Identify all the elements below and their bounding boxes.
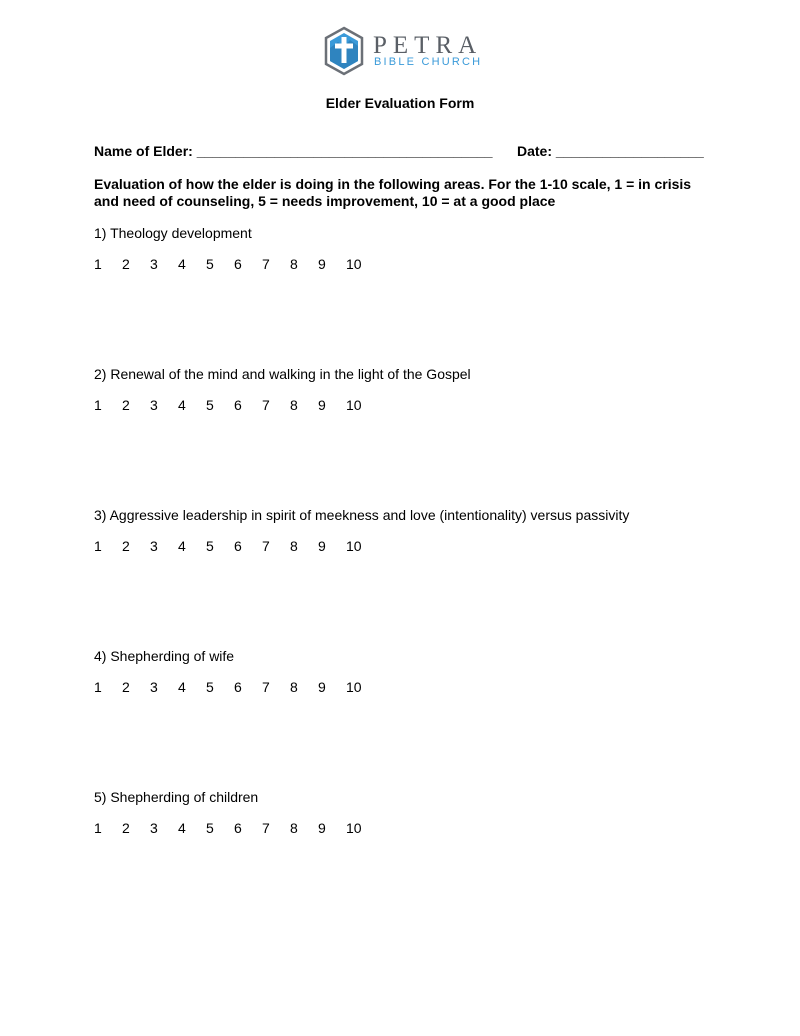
- rating-option[interactable]: 1: [94, 397, 102, 413]
- question-label: 4) Shepherding of wife: [94, 648, 235, 664]
- rating-option[interactable]: 6: [234, 820, 242, 836]
- rating-option[interactable]: 10: [346, 256, 362, 272]
- cross-hexagon-icon: [324, 26, 364, 76]
- logo-subtitle-text: BIBLE CHURCH: [374, 56, 483, 68]
- rating-option[interactable]: 2: [122, 679, 130, 695]
- rating-option[interactable]: 7: [262, 397, 270, 413]
- question-block: [94, 789, 714, 838]
- rating-option[interactable]: 7: [262, 679, 270, 695]
- rating-option[interactable]: 4: [178, 679, 186, 695]
- rating-option[interactable]: 9: [318, 256, 326, 272]
- question-block: [94, 225, 714, 274]
- rating-option[interactable]: 5: [206, 256, 214, 272]
- header-fields: [94, 143, 714, 159]
- rating-option[interactable]: 9: [318, 679, 326, 695]
- rating-option[interactable]: 2: [122, 256, 130, 272]
- rating-option[interactable]: 6: [234, 397, 242, 413]
- question-block: [94, 648, 714, 697]
- rating-option[interactable]: 8: [290, 397, 298, 413]
- rating-option[interactable]: 7: [262, 256, 270, 272]
- rating-option[interactable]: 7: [262, 820, 270, 836]
- rating-scale: [94, 256, 714, 274]
- rating-scale: [94, 679, 714, 697]
- rating-option[interactable]: 4: [178, 256, 186, 272]
- rating-option[interactable]: 6: [234, 256, 242, 272]
- question-label: 1) Theology development: [94, 225, 252, 241]
- rating-option[interactable]: 1: [94, 679, 102, 695]
- rating-option[interactable]: 2: [122, 538, 130, 554]
- rating-option[interactable]: 10: [346, 820, 362, 836]
- rating-option[interactable]: 6: [234, 679, 242, 695]
- logo-brand-text: PETRA: [373, 32, 483, 59]
- rating-option[interactable]: 10: [346, 679, 362, 695]
- rating-scale: [94, 397, 714, 415]
- rating-option[interactable]: 10: [346, 538, 362, 554]
- rating-option[interactable]: 1: [94, 256, 102, 272]
- rating-option[interactable]: 3: [150, 397, 158, 413]
- rating-option[interactable]: 5: [206, 679, 214, 695]
- rating-scale: [94, 538, 714, 556]
- question-label: 5) Shepherding of children: [94, 789, 259, 805]
- rating-option[interactable]: 9: [318, 397, 326, 413]
- date-field[interactable]: Date: ___________________: [517, 143, 704, 159]
- rating-option[interactable]: 1: [94, 820, 102, 836]
- rating-option[interactable]: 10: [346, 397, 362, 413]
- elder-name-field[interactable]: Name of Elder: ______________________________________: [94, 143, 493, 159]
- rating-option[interactable]: 3: [150, 679, 158, 695]
- form-title: Elder Evaluation Form: [325, 95, 475, 111]
- rating-option[interactable]: 5: [206, 397, 214, 413]
- rating-option[interactable]: 8: [290, 679, 298, 695]
- rating-option[interactable]: 9: [318, 538, 326, 554]
- rating-option[interactable]: 3: [150, 256, 158, 272]
- rating-option[interactable]: 2: [122, 397, 130, 413]
- rating-option[interactable]: 6: [234, 538, 242, 554]
- question-block: [94, 366, 714, 415]
- rating-option[interactable]: 3: [150, 538, 158, 554]
- rating-option[interactable]: 4: [178, 397, 186, 413]
- rating-option[interactable]: 5: [206, 820, 214, 836]
- rating-option[interactable]: 4: [178, 820, 186, 836]
- rating-scale: [94, 820, 714, 838]
- question-label: 2) Renewal of the mind and walking in the light of the Gospel: [94, 366, 471, 382]
- rating-option[interactable]: 2: [122, 820, 130, 836]
- church-logo: [324, 26, 484, 78]
- question-label: 3) Aggressive leadership in spirit of meekness and love (intentionality) versus passivity: [94, 507, 630, 523]
- rating-option[interactable]: 1: [94, 538, 102, 554]
- rating-option[interactable]: 8: [290, 820, 298, 836]
- rating-option[interactable]: 3: [150, 820, 158, 836]
- instructions-text: Evaluation of how the elder is doing in the following areas. For the 1-10 scale, 1 = in crisis and need of counseling, 5 = needs improvement, 10 = at a good place: [94, 176, 692, 209]
- rating-option[interactable]: 4: [178, 538, 186, 554]
- question-block: [94, 507, 714, 556]
- rating-option[interactable]: 8: [290, 256, 298, 272]
- rating-option[interactable]: 5: [206, 538, 214, 554]
- rating-option[interactable]: 8: [290, 538, 298, 554]
- rating-option[interactable]: 9: [318, 820, 326, 836]
- rating-option[interactable]: 7: [262, 538, 270, 554]
